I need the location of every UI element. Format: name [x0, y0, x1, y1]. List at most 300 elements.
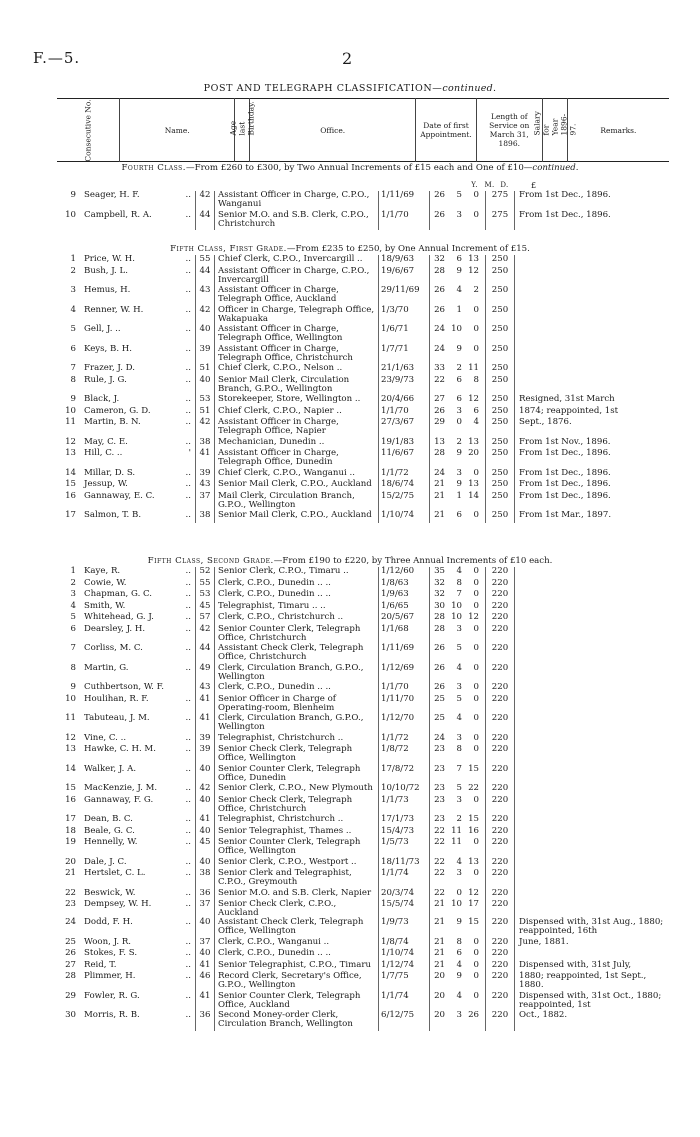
age: 55: [196, 579, 215, 591]
leader-dots: ..: [185, 948, 191, 958]
age: 41: [196, 961, 215, 973]
remarks: 1874; reappointed, 1st: [519, 405, 619, 416]
salary: 220: [486, 972, 515, 992]
service-days: 0: [473, 662, 479, 673]
service-years: 22: [434, 825, 445, 836]
section-continued: continued.: [532, 163, 579, 173]
service-days: 0: [473, 948, 479, 958]
service-years: 22: [434, 374, 445, 385]
header-date: Date of first Appointment.: [416, 99, 477, 162]
service-months: 3: [456, 623, 462, 634]
table-row: [57, 1011, 671, 1031]
name-text: Kaye, R.: [84, 566, 121, 576]
salary: 250: [486, 418, 515, 438]
service-years: 27: [434, 394, 445, 404]
name-text: Dodd, F. H.: [84, 917, 133, 927]
name-text: Renner, W. H.: [84, 304, 144, 315]
appointment-date: 1/12/70: [379, 714, 430, 734]
row-number: 12: [65, 732, 76, 743]
salary: 250: [486, 492, 515, 512]
salary: 250: [486, 395, 515, 407]
row-number: 10: [65, 693, 76, 704]
salary: 220: [486, 796, 515, 816]
service-months: 9: [456, 448, 462, 458]
appointment-date: 1/10/74: [379, 949, 430, 961]
table-row: [57, 306, 671, 326]
appointment-date: 1/9/73: [379, 918, 430, 938]
remarks: From 1st Dec., 1896.: [519, 209, 611, 220]
staff-name: [82, 918, 196, 938]
office: Officer in Charge, Telegraph Office, Wakapuaka: [218, 304, 375, 324]
salary: 220: [486, 900, 515, 918]
staff-table: [57, 567, 671, 1031]
remarks: [515, 838, 672, 858]
name-text: Stokes, F. S.: [84, 948, 138, 958]
service-months: 3: [456, 467, 462, 478]
age: 41: [196, 714, 215, 734]
remarks: [515, 900, 672, 918]
service-months: 3: [456, 682, 462, 692]
service-years: 22: [434, 856, 445, 867]
leader-dots: ..: [185, 643, 191, 653]
service-years: 25: [434, 693, 445, 704]
office: Senior Check Clerk, Telegraph Office, Christchurch: [218, 794, 353, 814]
row-number: 9: [70, 394, 76, 404]
service-days: 0: [473, 600, 479, 611]
appointment-date: 21/1/63: [379, 364, 430, 376]
name-text: Woon, J. R.: [84, 936, 132, 947]
page-number: 2: [342, 49, 353, 68]
leader-dots: ..: [185, 744, 191, 754]
service-months: 11: [451, 825, 462, 836]
table-row: [57, 511, 671, 523]
service-months: 6: [456, 948, 462, 958]
appointment-date: 27/3/67: [379, 418, 430, 438]
age: 45: [196, 838, 215, 858]
appointment-date: 1/1/70: [379, 407, 430, 419]
office: Senior Counter Clerk, Telegraph Office, Christchurch: [218, 623, 361, 643]
row-number: 16: [65, 490, 76, 501]
remarks: [515, 625, 672, 645]
service-days: 0: [473, 713, 479, 723]
leader-dots: ..: [185, 814, 191, 824]
name-text: Walker, J. A.: [84, 763, 137, 774]
age: 51: [196, 407, 215, 419]
name-text: Millar, D. S.: [84, 467, 136, 478]
leader-dots: ..: [185, 304, 191, 315]
office: Chief Clerk, C.P.O., Invercargill ..: [218, 254, 363, 264]
age: 40: [196, 376, 215, 396]
staff-name: [82, 765, 196, 785]
service-years: 32: [434, 577, 445, 588]
appointment-date: 15/4/73: [379, 827, 430, 839]
salary: 220: [486, 949, 515, 961]
remarks: [515, 745, 672, 765]
service-days: 13: [468, 479, 479, 489]
staff-name: [82, 644, 196, 664]
leader-dots: ..: [185, 856, 191, 867]
name-text: Hemus, H.: [84, 285, 131, 295]
row-number: 4: [70, 600, 76, 611]
name-text: Beswick, W.: [84, 887, 136, 898]
table-row: [57, 211, 671, 231]
appointment-date: 1/7/75: [379, 972, 430, 992]
office: Senior Telegraphist, Thames ..: [218, 825, 352, 836]
appointment-date: 20/3/74: [379, 889, 430, 901]
service-years: 20: [434, 971, 445, 981]
appointment-date: 18/9/63: [379, 255, 430, 267]
age: 37: [196, 900, 215, 918]
service-years: 22: [434, 887, 445, 898]
row-number: 1: [70, 254, 76, 264]
age: 40: [196, 918, 215, 938]
staff-name: [82, 306, 196, 326]
leader-dots: ..: [185, 612, 191, 622]
office: Assistant Officer in Charge, Telegraph Office, Wellington: [218, 324, 343, 343]
appointment-date: 15/5/74: [379, 900, 430, 918]
name-text: Houlihan, R. F.: [84, 693, 149, 704]
page-title: [0, 83, 700, 94]
service-days: 0: [473, 623, 479, 634]
service-years: 35: [434, 566, 445, 576]
office: Mechanician, Dunedin ..: [218, 436, 325, 447]
age: 44: [196, 644, 215, 664]
office: Assistant Officer in Charge, Telegraph Office, Auckland: [218, 285, 339, 304]
name-text: Jessup, W.: [84, 479, 128, 489]
staff-name: [82, 286, 196, 306]
salary: 250: [486, 480, 515, 492]
service-years: 23: [434, 814, 445, 824]
header-service: Length of Service on March 31, 1896.: [476, 99, 542, 162]
leader-dots: ..: [185, 837, 191, 847]
service-years: 26: [434, 285, 445, 295]
remarks: From 1st Mar., 1897.: [519, 510, 612, 520]
table-row: [57, 683, 671, 695]
service-years: 26: [434, 643, 445, 653]
name-text: May, C. E.: [84, 436, 128, 447]
leader-dots: ..: [185, 693, 191, 704]
salary: 220: [486, 613, 515, 625]
table-row: [57, 325, 671, 345]
service-years: 24: [434, 732, 445, 743]
service-months: 2: [456, 814, 462, 824]
service-days: 20: [468, 448, 479, 458]
service-days: 8: [473, 374, 479, 385]
leader-dots: ': [188, 448, 191, 458]
service-days: 0: [473, 936, 479, 947]
table-row: [57, 286, 671, 306]
appointment-date: 1/7/71: [379, 345, 430, 365]
row-number: 2: [70, 577, 76, 588]
service-years: 21: [434, 917, 445, 927]
leader-dots: ..: [185, 589, 191, 599]
service-years: 23: [434, 794, 445, 805]
salary: 250: [486, 286, 515, 306]
service-years: 32: [434, 254, 445, 264]
leader-dots: ..: [185, 285, 191, 295]
salary: 220: [486, 961, 515, 973]
remarks: [515, 376, 672, 396]
service-years: 21: [434, 936, 445, 947]
age: 39: [196, 469, 215, 481]
remarks: [515, 784, 672, 796]
salary: 250: [486, 364, 515, 376]
salary: 220: [486, 714, 515, 734]
name-text: Dale, J. C.: [84, 856, 127, 867]
remarks: [515, 613, 672, 625]
age: 36: [196, 889, 215, 901]
title-text: POST AND TELEGRAPH CLASSIFICATION—: [203, 83, 443, 94]
remarks: [515, 695, 672, 715]
service-years: 28: [434, 612, 445, 622]
staff-name: [82, 191, 196, 211]
remarks: [515, 286, 672, 306]
staff-name: [82, 449, 196, 469]
row-number: 6: [70, 623, 76, 634]
table-row: [57, 714, 671, 734]
service-years: 33: [434, 363, 445, 373]
service-days: 2: [473, 285, 479, 295]
remarks: [515, 602, 672, 614]
service-days: 0: [473, 837, 479, 847]
appointment-date: 1/8/74: [379, 938, 430, 950]
salary: 250: [486, 469, 515, 481]
table-row: [57, 938, 671, 950]
service-months: 7: [456, 763, 462, 774]
staff-name: [82, 972, 196, 992]
name-text: Vine, C. ..: [84, 732, 127, 743]
leader-dots: ..: [185, 868, 191, 878]
appointment-date: 1/6/65: [379, 602, 430, 614]
service-days: 12: [468, 612, 479, 622]
service-days: 0: [473, 510, 479, 520]
name-text: Plimmer, H.: [84, 971, 136, 981]
appointment-date: 1/11/69: [379, 644, 430, 664]
service-years: 24: [434, 324, 445, 334]
header-age: Age last Birthday.: [235, 99, 250, 162]
name-text: Beale, G. C.: [84, 825, 135, 836]
service-days: 0: [473, 971, 479, 981]
leader-dots: ..: [185, 254, 191, 264]
service-years: 24: [434, 467, 445, 478]
row-number: 24: [65, 917, 76, 927]
service-days: 12: [468, 887, 479, 898]
office: Chief Clerk, C.P.O., Wanganui ..: [218, 467, 355, 478]
table-row: [57, 644, 671, 664]
salary: 250: [486, 407, 515, 419]
table-row: [57, 745, 671, 765]
salary: 220: [486, 992, 515, 1012]
service-years: 21: [434, 899, 445, 909]
age: 49: [196, 664, 215, 684]
age: 38: [196, 869, 215, 889]
salary: 220: [486, 579, 515, 591]
name-text: Gannaway, F. G.: [84, 794, 154, 805]
table-row: [57, 191, 671, 211]
salary: 220: [486, 644, 515, 664]
appointment-date: 20/4/66: [379, 395, 430, 407]
row-number: 3: [70, 285, 76, 295]
age: 42: [196, 418, 215, 438]
row-number: 7: [70, 643, 76, 653]
leader-dots: ..: [185, 794, 191, 805]
leader-dots: ..: [185, 1010, 191, 1020]
table-row: [57, 992, 671, 1012]
row-number: 23: [65, 899, 76, 909]
name-text: Dearsley, J. H.: [84, 623, 146, 634]
service-days: 0: [473, 589, 479, 599]
leader-dots: ..: [185, 887, 191, 898]
name-text: Cuthbertson, W. F.: [84, 682, 164, 692]
office: Senior Counter Clerk, Telegraph Office, Dunedin: [218, 763, 361, 783]
appointment-date: 19/1/83: [379, 438, 430, 450]
appointment-date: 1/1/72: [379, 469, 430, 481]
staff-table: [57, 255, 671, 523]
appointment-date: 20/5/67: [379, 613, 430, 625]
office: Senior Mail Clerk, C.P.O., Auckland: [218, 479, 372, 489]
service-years: 26: [434, 304, 445, 315]
service-years: 21: [434, 479, 445, 489]
salary: 250: [486, 255, 515, 267]
service-years: 26: [434, 190, 445, 200]
age: 36: [196, 1011, 215, 1031]
office: Senior Clerk, C.P.O., Westport ..: [218, 856, 357, 867]
leader-dots: ..: [185, 209, 191, 220]
office: Clerk, C.P.O., Dunedin .. ..: [218, 682, 331, 692]
service-years: 26: [434, 662, 445, 673]
table-row: [57, 918, 671, 938]
age: 40: [196, 858, 215, 870]
leader-dots: ..: [185, 363, 191, 373]
service-months: 5: [456, 643, 462, 653]
leader-dots: ..: [185, 825, 191, 836]
office: Record Clerk, Secretary's Office, G.P.O., Wellington: [218, 971, 362, 990]
salary: 250: [486, 267, 515, 287]
name-text: Martin, B. N.: [84, 417, 141, 427]
salary: 250: [486, 306, 515, 326]
row-number: 13: [65, 448, 76, 458]
table-row: [57, 255, 671, 267]
age: 38: [196, 511, 215, 523]
service-months: 8: [456, 744, 462, 754]
row-number: 12: [65, 436, 76, 447]
salary: 250: [486, 511, 515, 523]
service-months: 8: [456, 577, 462, 588]
service-years: 30: [434, 600, 445, 611]
service-months: 3: [456, 732, 462, 743]
appointment-date: 18/6/74: [379, 480, 430, 492]
office: Clerk, C.P.O., Dunedin .. ..: [218, 948, 331, 958]
staff-name: [82, 345, 196, 365]
service-days: 0: [473, 467, 479, 478]
table-row: [57, 376, 671, 396]
row-number: 2: [70, 265, 76, 276]
age: 40: [196, 325, 215, 345]
office: Assistant Check Clerk, Telegraph Office, Wellington: [218, 917, 364, 936]
office: Senior Counter Clerk, Telegraph Office, Wellington: [218, 837, 361, 856]
appointment-date: 1/10/74: [379, 511, 430, 523]
remarks: Dispensed with, 31st Oct., 1880; reappointed, 1st: [519, 990, 662, 1010]
remarks: [515, 306, 672, 326]
remarks: From 1st Dec., 1896.: [519, 479, 611, 489]
table-row: [57, 972, 671, 992]
salary-unit: £: [531, 181, 537, 190]
salary: 220: [486, 664, 515, 684]
office: Clerk, Circulation Branch, G.P.O., Wellington: [218, 662, 364, 682]
salary: 220: [486, 695, 515, 715]
leader-dots: ..: [185, 577, 191, 588]
leader-dots: ..: [185, 343, 191, 354]
salary: 220: [486, 745, 515, 765]
service-months: 0: [456, 417, 462, 427]
staff-name: [82, 992, 196, 1012]
age: 37: [196, 938, 215, 950]
service-days: 0: [473, 577, 479, 588]
header-name: Name.: [120, 99, 235, 162]
header-remarks: Remarks.: [567, 99, 669, 162]
remarks: [515, 683, 672, 695]
name-text: Corliss, M. C.: [84, 643, 143, 653]
remarks: [515, 827, 672, 839]
section-heading: [0, 163, 700, 173]
table-row: [57, 364, 671, 376]
age: 41: [196, 695, 215, 715]
staff-name: [82, 664, 196, 684]
service-months: 5: [456, 693, 462, 704]
row-number: 4: [70, 304, 76, 315]
service-days: 22: [468, 783, 479, 793]
salary: 275: [486, 211, 515, 231]
remarks: [515, 949, 672, 961]
service-months: 3: [456, 1010, 462, 1020]
salary: 220: [486, 838, 515, 858]
office: Senior Clerk and Telegraphist, C.P.O., Greymouth: [218, 868, 352, 887]
service-days: 15: [468, 763, 479, 774]
name-text: Dempsey, W. H.: [84, 899, 152, 909]
service-years: 26: [434, 682, 445, 692]
leader-dots: ..: [185, 600, 191, 611]
table-row: [57, 796, 671, 816]
appointment-date: 23/9/73: [379, 376, 430, 396]
service-years: 28: [434, 448, 445, 458]
appointment-date: 1/5/73: [379, 838, 430, 858]
service-days: 0: [473, 744, 479, 754]
salary: 250: [486, 376, 515, 396]
remarks: [515, 869, 672, 889]
remarks: [515, 664, 672, 684]
name-text: Salmon, T. B.: [84, 510, 142, 520]
office: Assistant Officer in Charge, C.P.O., Wanganui: [218, 190, 370, 209]
appointment-date: 19/6/67: [379, 267, 430, 287]
row-number: 22: [65, 887, 76, 898]
leader-dots: ..: [185, 990, 191, 1001]
appointment-date: 1/1/74: [379, 992, 430, 1012]
service-days: 6: [473, 405, 479, 416]
appointment-date: 1/3/70: [379, 306, 430, 326]
office: Senior Counter Clerk, Telegraph Office, Auckland: [218, 990, 361, 1010]
service-days: 11: [468, 363, 479, 373]
age: 43: [196, 480, 215, 492]
service-years: 28: [434, 623, 445, 634]
row-number: 11: [65, 417, 76, 427]
age: 44: [196, 211, 215, 231]
name-text: Bush, J. L.: [84, 265, 128, 276]
leader-dots: ..: [185, 190, 191, 200]
appointment-date: 15/2/75: [379, 492, 430, 512]
appointment-date: 1/8/63: [379, 579, 430, 591]
age: 46: [196, 972, 215, 992]
appointment-date: 18/11/73: [379, 858, 430, 870]
